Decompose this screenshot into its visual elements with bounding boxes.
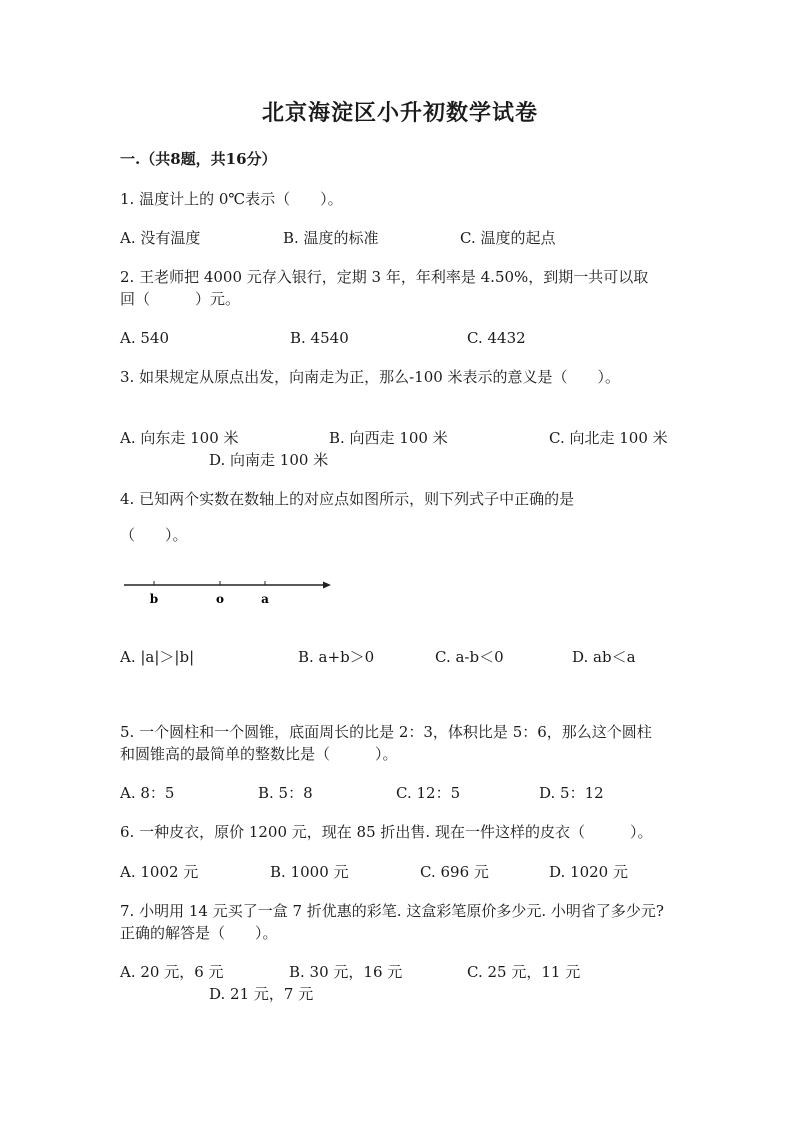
q5-option-b: B. 5：8 (258, 784, 313, 802)
number-line-arrow (323, 582, 331, 589)
q2-option-b: B. 4540 (290, 329, 349, 347)
q6-option-c: C. 696 元 (420, 863, 489, 881)
question-1: 1. 温度计上的 0℃表示（ ）。 (120, 190, 343, 208)
q2-option-a: A. 540 (120, 329, 169, 347)
q7-option-b: B. 30 元，16 元 (289, 963, 403, 981)
q5-option-c: C. 12：5 (396, 784, 461, 802)
question-4-line1: 4. 已知两个实数在数轴上的对应点如图所示，则下列式子中正确的是 (120, 490, 575, 508)
q7-option-d: D. 21 元，7 元 (209, 985, 314, 1003)
q1-option-c: C. 温度的起点 (460, 229, 556, 247)
number-line-figure (120, 575, 335, 607)
q7-option-c: C. 25 元，11 元 (467, 963, 581, 981)
question-5-line2: 和圆锥高的最简单的整数比是（ ）。 (120, 745, 398, 763)
question-3: 3. 如果规定从原点出发，向南走为正，那么-100 米表示的意义是（ ）。 (120, 368, 621, 386)
q6-option-d: D. 1020 元 (549, 863, 628, 881)
label-o: o (215, 592, 225, 606)
q6-option-a: A. 1002 元 (120, 863, 199, 881)
page-title: 北京海淀区小升初数学试卷 (261, 100, 538, 126)
q3-option-c: C. 向北走 100 米 (549, 429, 668, 447)
label-b: b (149, 592, 159, 606)
question-7-line2: 正确的解答是（ ）。 (120, 924, 278, 942)
q2-option-c: C. 4432 (467, 329, 526, 347)
q4-option-b: B. a+b＞0 (298, 648, 375, 666)
question-2-line1: 2. 王老师把 4000 元存入银行，定期 3 年，年利率是 4.50%，到期一共可以取 (120, 268, 649, 286)
question-7-line1: 7. 小明用 14 元买了一盒 7 折优惠的彩笔. 这盒彩笔原价多少元. 小明省了多少元? (120, 902, 664, 920)
q1-option-b: B. 温度的标准 (283, 229, 379, 247)
q5-option-d: D. 5：12 (539, 784, 604, 802)
section-heading: 一.（共8题，共16分） (120, 150, 277, 168)
q3-option-b: B. 向西走 100 米 (329, 429, 448, 447)
question-2-line2: 回（ ）元。 (120, 290, 241, 308)
q4-option-d: D. ab＜a (572, 648, 636, 666)
q3-option-d: D. 向南走 100 米 (209, 451, 329, 469)
q6-option-b: B. 1000 元 (270, 863, 349, 881)
q1-option-a: A. 没有温度 (120, 229, 201, 247)
q3-option-a: A. 向东走 100 米 (120, 429, 239, 447)
q7-option-a: A. 20 元，6 元 (120, 963, 224, 981)
question-4-line2: （ ）。 (120, 526, 188, 544)
q4-option-c: C. a-b＜0 (435, 648, 504, 666)
q5-option-a: A. 8：5 (120, 784, 175, 802)
label-a: a (261, 592, 269, 606)
question-5-line1: 5. 一个圆柱和一个圆锥，底面周长的比是 2：3，体积比是 5：6，那么这个圆柱 (120, 723, 652, 741)
q4-option-a: A. |a|＞|b| (120, 648, 195, 666)
question-6: 6. 一种皮衣，原价 1200 元，现在 85 折出售. 现在一件这样的皮衣（ ）。 (120, 823, 653, 841)
